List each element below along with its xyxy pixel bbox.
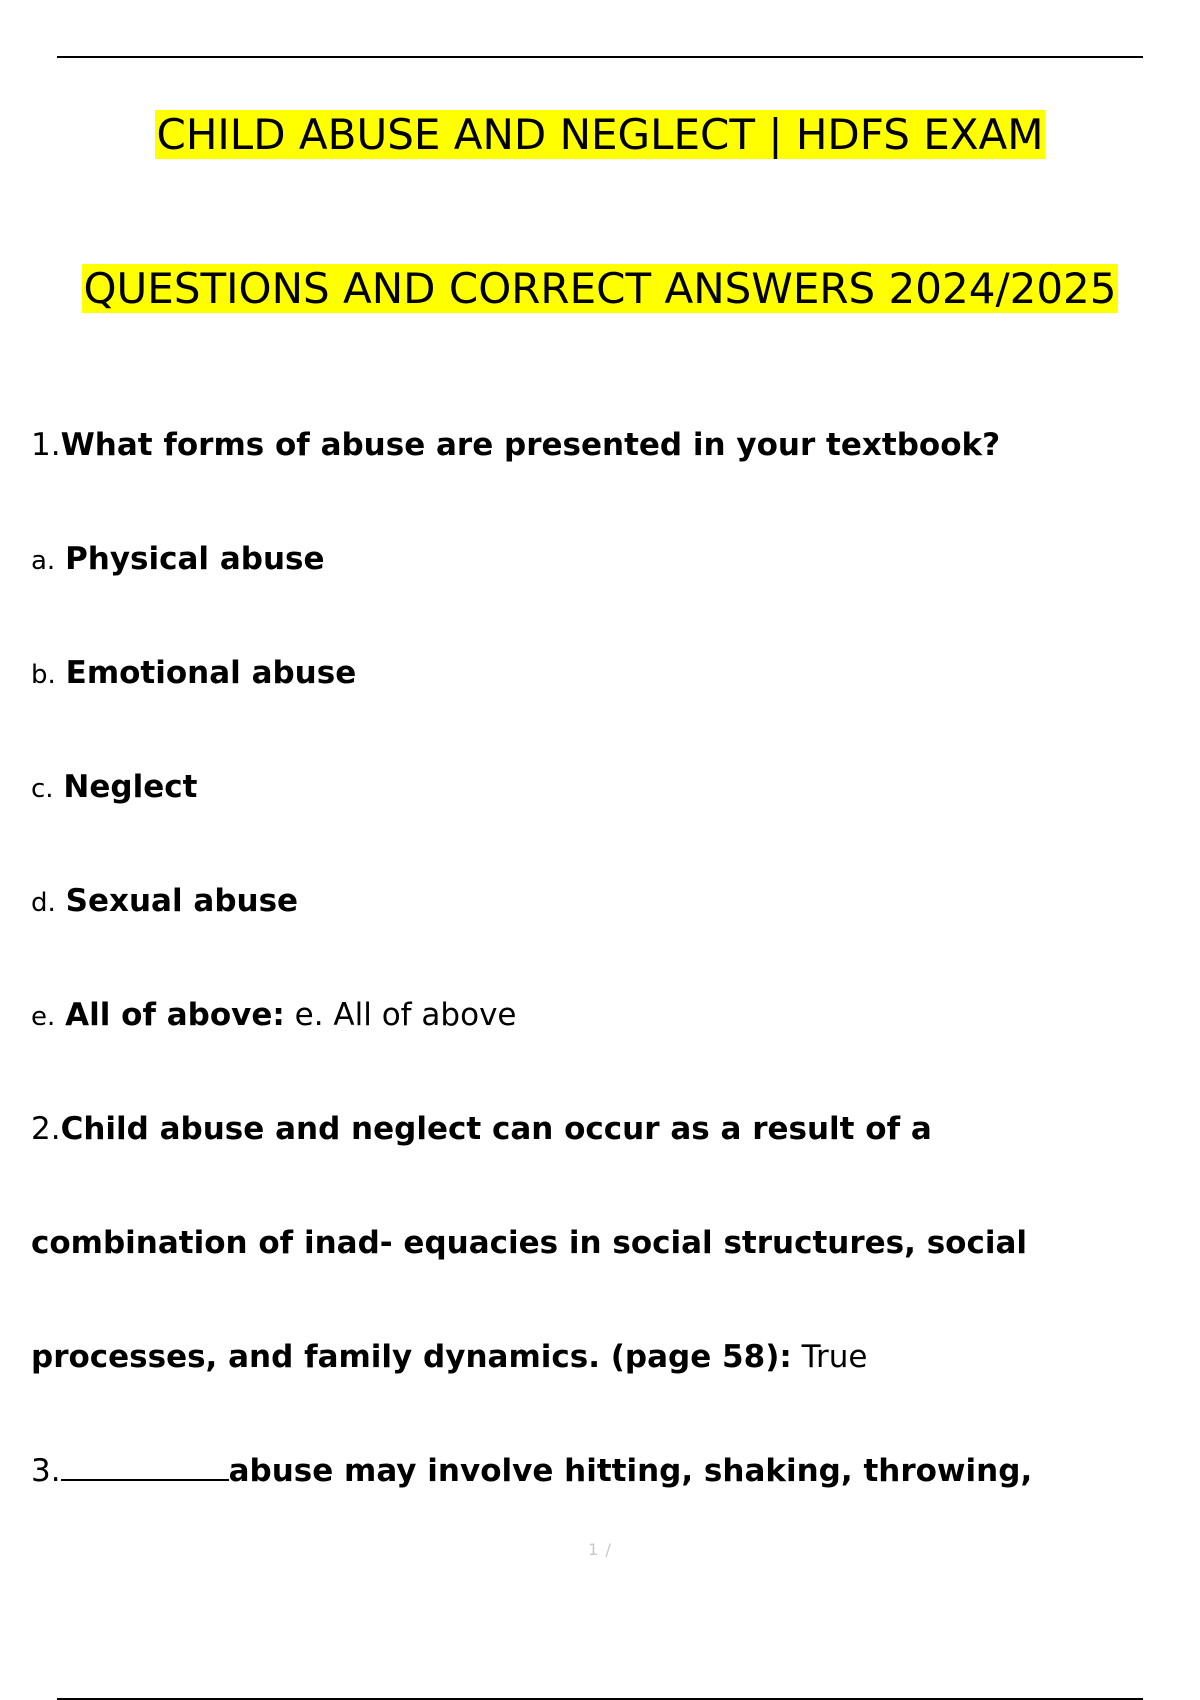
question-number: 1. xyxy=(31,427,61,463)
question-2-line-3 xyxy=(31,1337,867,1377)
fill-in-blank xyxy=(61,1453,229,1481)
option-text: Sexual abuse xyxy=(65,883,299,919)
top-divider xyxy=(57,56,1143,58)
option-e xyxy=(31,995,517,1037)
option-text: Neglect xyxy=(63,769,198,805)
option-letter: a. xyxy=(31,546,56,576)
question-3 xyxy=(31,1451,1032,1491)
question-2-line-1 xyxy=(31,1109,932,1149)
question-number: 3. xyxy=(31,1453,61,1489)
question-text: processes, and family dynamics. (page 58): xyxy=(31,1339,792,1375)
question-text: What forms of abuse are presented in your textbook? xyxy=(60,427,1001,463)
option-a xyxy=(31,539,325,581)
title-highlight-1: CHILD ABUSE AND NEGLECT | HDFS EXAM xyxy=(156,110,1044,159)
document-title-line-1 xyxy=(0,108,1200,162)
question-text: combination of inad- equacies in social structures, social xyxy=(31,1225,1027,1261)
option-letter: c. xyxy=(31,774,54,804)
page-number: 1 / xyxy=(588,1540,612,1559)
option-letter: b. xyxy=(31,660,56,690)
option-text: All of above: xyxy=(65,997,285,1033)
question-2-line-2 xyxy=(31,1223,1027,1263)
option-text: Physical abuse xyxy=(65,541,325,577)
option-text: Emotional abuse xyxy=(65,655,357,691)
document-title-line-2 xyxy=(0,262,1200,316)
question-number: 2. xyxy=(31,1111,61,1147)
question-text: abuse may involve hitting, shaking, throwing, xyxy=(228,1453,1033,1489)
answer-text: True xyxy=(791,1339,868,1375)
option-letter: e. xyxy=(31,1002,56,1032)
option-letter: d. xyxy=(31,888,56,918)
option-b xyxy=(31,653,356,695)
answer-text: e. All of above xyxy=(284,997,517,1033)
title-highlight-2: QUESTIONS AND CORRECT ANSWERS 2024/2025 xyxy=(83,264,1117,313)
option-d xyxy=(31,881,298,923)
question-1 xyxy=(31,425,1000,465)
option-c xyxy=(31,767,197,809)
question-text: Child abuse and neglect can occur as a result of a xyxy=(60,1111,932,1147)
